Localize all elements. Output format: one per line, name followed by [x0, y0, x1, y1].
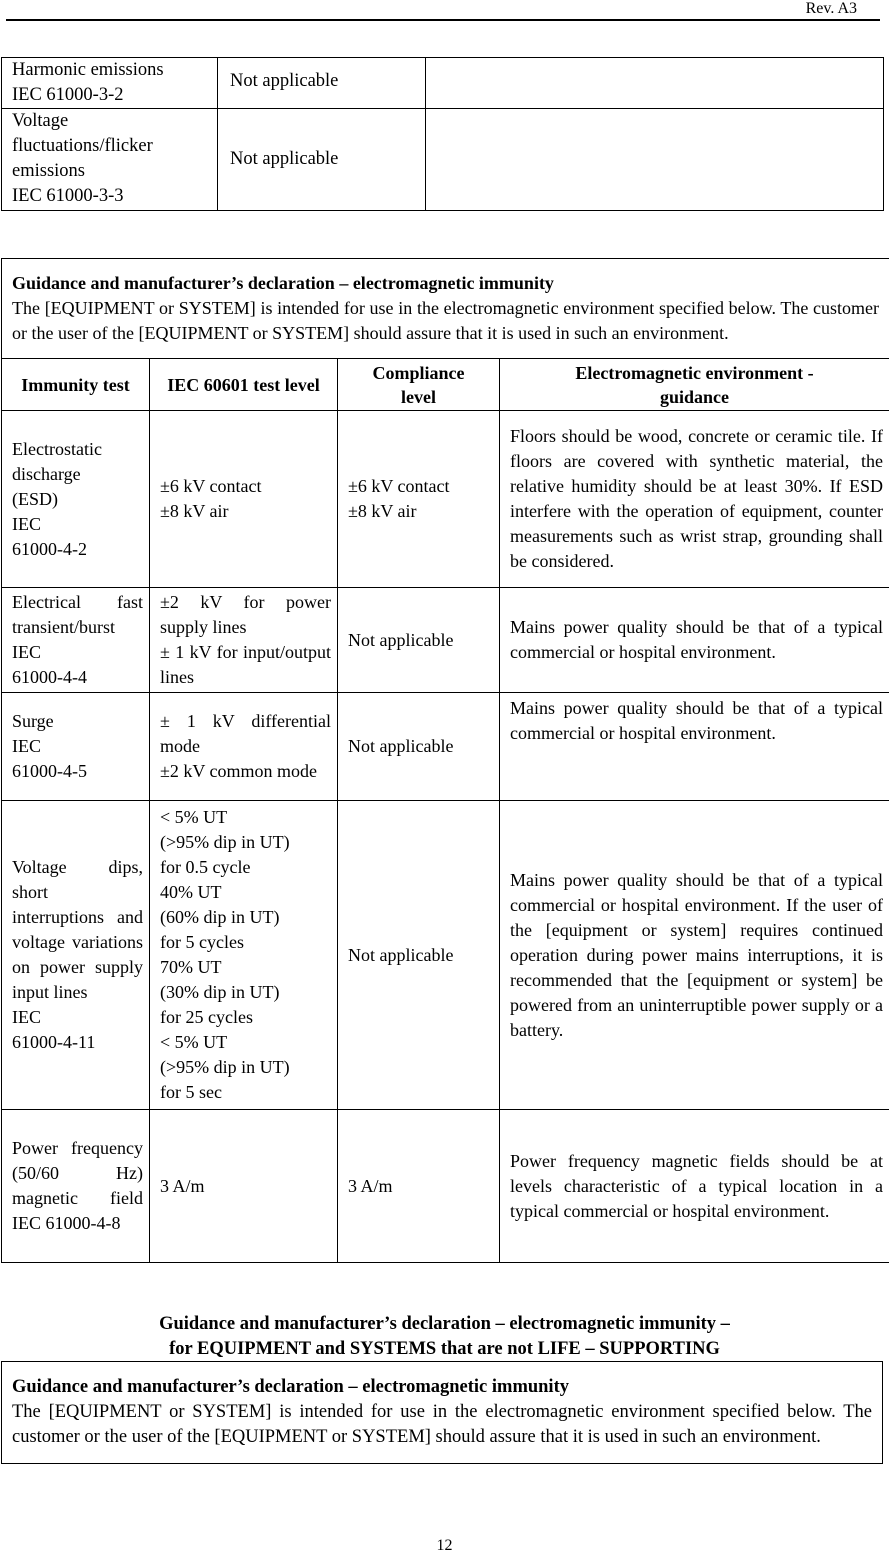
column-header: IEC 60601 test level: [150, 359, 338, 411]
test-line: IEC 61000-3-3: [12, 184, 213, 209]
test-cell: [2, 588, 150, 693]
test-line: Surge: [12, 709, 143, 734]
level-line: ± 1 kV for input/output lines: [160, 640, 331, 690]
test-cell: [2, 411, 150, 588]
guidance-cell: Mains power quality should be that of a typical commercial or hospital environment.: [500, 588, 889, 693]
table-row: [2, 259, 889, 359]
column-header: Immunity test: [2, 359, 150, 411]
test-line: IEC: [12, 1005, 143, 1030]
level-line: ±2 kV common mode: [160, 759, 331, 784]
test-line: Harmonic emissions: [12, 58, 213, 83]
guidance-cell: Floors should be wood, concrete or ceramic tile. If floors are covered with synthetic material, the relative humidity should be at least 30%. If ESD interfere with the operation of equipment, counter measurements such as wrist strap, grounding shall be considered.: [500, 411, 889, 588]
header-row: [2, 359, 889, 411]
environment-cell: [426, 109, 884, 211]
level-cell: [150, 588, 338, 693]
level-cell: [150, 411, 338, 588]
environment-cell: [426, 58, 884, 109]
table-row: [2, 693, 889, 801]
test-line: IEC: [12, 640, 143, 665]
immunity-table: [1, 258, 889, 1263]
test-line: 61000-4-2: [12, 537, 143, 562]
revision-label: Rev. A3: [806, 0, 857, 18]
column-header: Compliance level: [338, 359, 500, 411]
level-line: ±8 kV air: [160, 499, 331, 524]
level-line: < 5% UT: [160, 805, 335, 830]
level-line: ±6 kV contact: [160, 474, 331, 499]
test-line: IEC 61000-3-2: [12, 83, 213, 108]
emissions-table: [1, 57, 884, 211]
table-row: [2, 58, 884, 109]
test-line: fluctuations/flicker: [12, 134, 213, 159]
compliance-cell: [338, 411, 500, 588]
test-line: Voltage: [12, 109, 213, 134]
table-row: [2, 1110, 889, 1263]
level-line: for 5 sec: [160, 1080, 335, 1105]
compliance-cell: Not applicable: [338, 801, 500, 1110]
table-title: Guidance and manufacturer’s declaration – electromagnetic immunity: [12, 1377, 569, 1397]
header-rule: [6, 19, 880, 21]
level-cell: [150, 801, 338, 1110]
level-line: 40% UT: [160, 880, 335, 905]
compliance-line: ±6 kV contact: [348, 474, 493, 499]
compliance-cell: Not applicable: [218, 109, 426, 211]
table-row: [2, 588, 889, 693]
level-line: for 25 cycles: [160, 1005, 335, 1030]
test-line: Electrostatic: [12, 437, 143, 462]
test-line: Electrical fast transient/burst: [12, 590, 143, 640]
level-line: for 0.5 cycle: [160, 855, 335, 880]
level-line: < 5% UT: [160, 1030, 335, 1055]
test-cell: [2, 693, 150, 801]
test-cell: Power frequency (50/60 Hz) magnetic field IEC 61000-4-8: [2, 1110, 150, 1263]
section2-table: [1, 1361, 883, 1464]
level-line: (30% dip in UT): [160, 980, 335, 1005]
table-intro: The [EQUIPMENT or SYSTEM] is intended for use in the electromagnetic environment specified below. The customer or the user of the [EQUIPMENT or SYSTEM] should assure that it is used in such an environment.: [12, 1402, 872, 1447]
level-line: (>95% dip in UT): [160, 1055, 335, 1080]
guidance-cell: Mains power quality should be that of a typical commercial or hospital environment.: [500, 693, 889, 801]
compliance-cell: 3 A/m: [338, 1110, 500, 1263]
compliance-cell: Not applicable: [338, 588, 500, 693]
table-row: [2, 411, 889, 588]
table-row: [2, 109, 884, 211]
compliance-cell: Not applicable: [338, 693, 500, 801]
test-cell: [2, 58, 218, 109]
test-line: 61000-4-4: [12, 665, 143, 690]
section-heading-line: Guidance and manufacturer’s declaration – electromagnetic immunity –: [0, 1312, 889, 1336]
test-line: IEC: [12, 734, 143, 759]
table-row: [2, 801, 889, 1110]
level-line: ± 1 kV differential mode: [160, 709, 331, 759]
test-cell: [2, 109, 218, 211]
page-number: 12: [0, 1537, 889, 1555]
level-cell: 3 A/m: [150, 1110, 338, 1263]
level-line: (>95% dip in UT): [160, 830, 335, 855]
table-intro-cell: [2, 259, 889, 359]
test-line: discharge: [12, 462, 143, 487]
test-cell: [2, 801, 150, 1110]
table-title: Guidance and manufacturer’s declaration – electromagnetic immunity: [12, 273, 554, 293]
level-cell: [150, 693, 338, 801]
test-line: IEC: [12, 512, 143, 537]
table-intro-cell: [2, 1362, 883, 1464]
guidance-cell: Mains power quality should be that of a typical commercial or hospital environment. If the user of the [equipment or system] requires continued operation during power mains interruptions, it is recommended that the [equipment or system] be powered from an uninterruptible power supply or a battery.: [500, 801, 889, 1110]
compliance-cell: Not applicable: [218, 58, 426, 109]
guidance-cell: Power frequency magnetic fields should be at levels characteristic of a typical location in a typical commercial or hospital environment.: [500, 1110, 889, 1263]
table-intro: The [EQUIPMENT or SYSTEM] is intended for use in the electromagnetic environment specified below. The customer or the user of the [EQUIPMENT or SYSTEM] should assure that it is used in such an environment.: [12, 298, 879, 343]
test-line: (ESD): [12, 487, 143, 512]
test-line: emissions: [12, 159, 213, 184]
compliance-line: ±8 kV air: [348, 499, 493, 524]
level-line: (60% dip in UT): [160, 905, 335, 930]
test-line: 61000-4-11: [12, 1030, 143, 1055]
test-line: Voltage dips, short interruptions and voltage variations on power supply input lines: [12, 855, 143, 1005]
level-line: for 5 cycles: [160, 930, 335, 955]
table-row: [2, 1362, 883, 1464]
section-heading-line: for EQUIPMENT and SYSTEMS that are not LIFE – SUPPORTING: [0, 1337, 889, 1361]
level-line: ±2 kV for power supply lines: [160, 590, 331, 640]
level-line: 70% UT: [160, 955, 335, 980]
test-line: 61000-4-5: [12, 759, 143, 784]
column-header: Electromagnetic environment - guidance: [500, 359, 889, 411]
